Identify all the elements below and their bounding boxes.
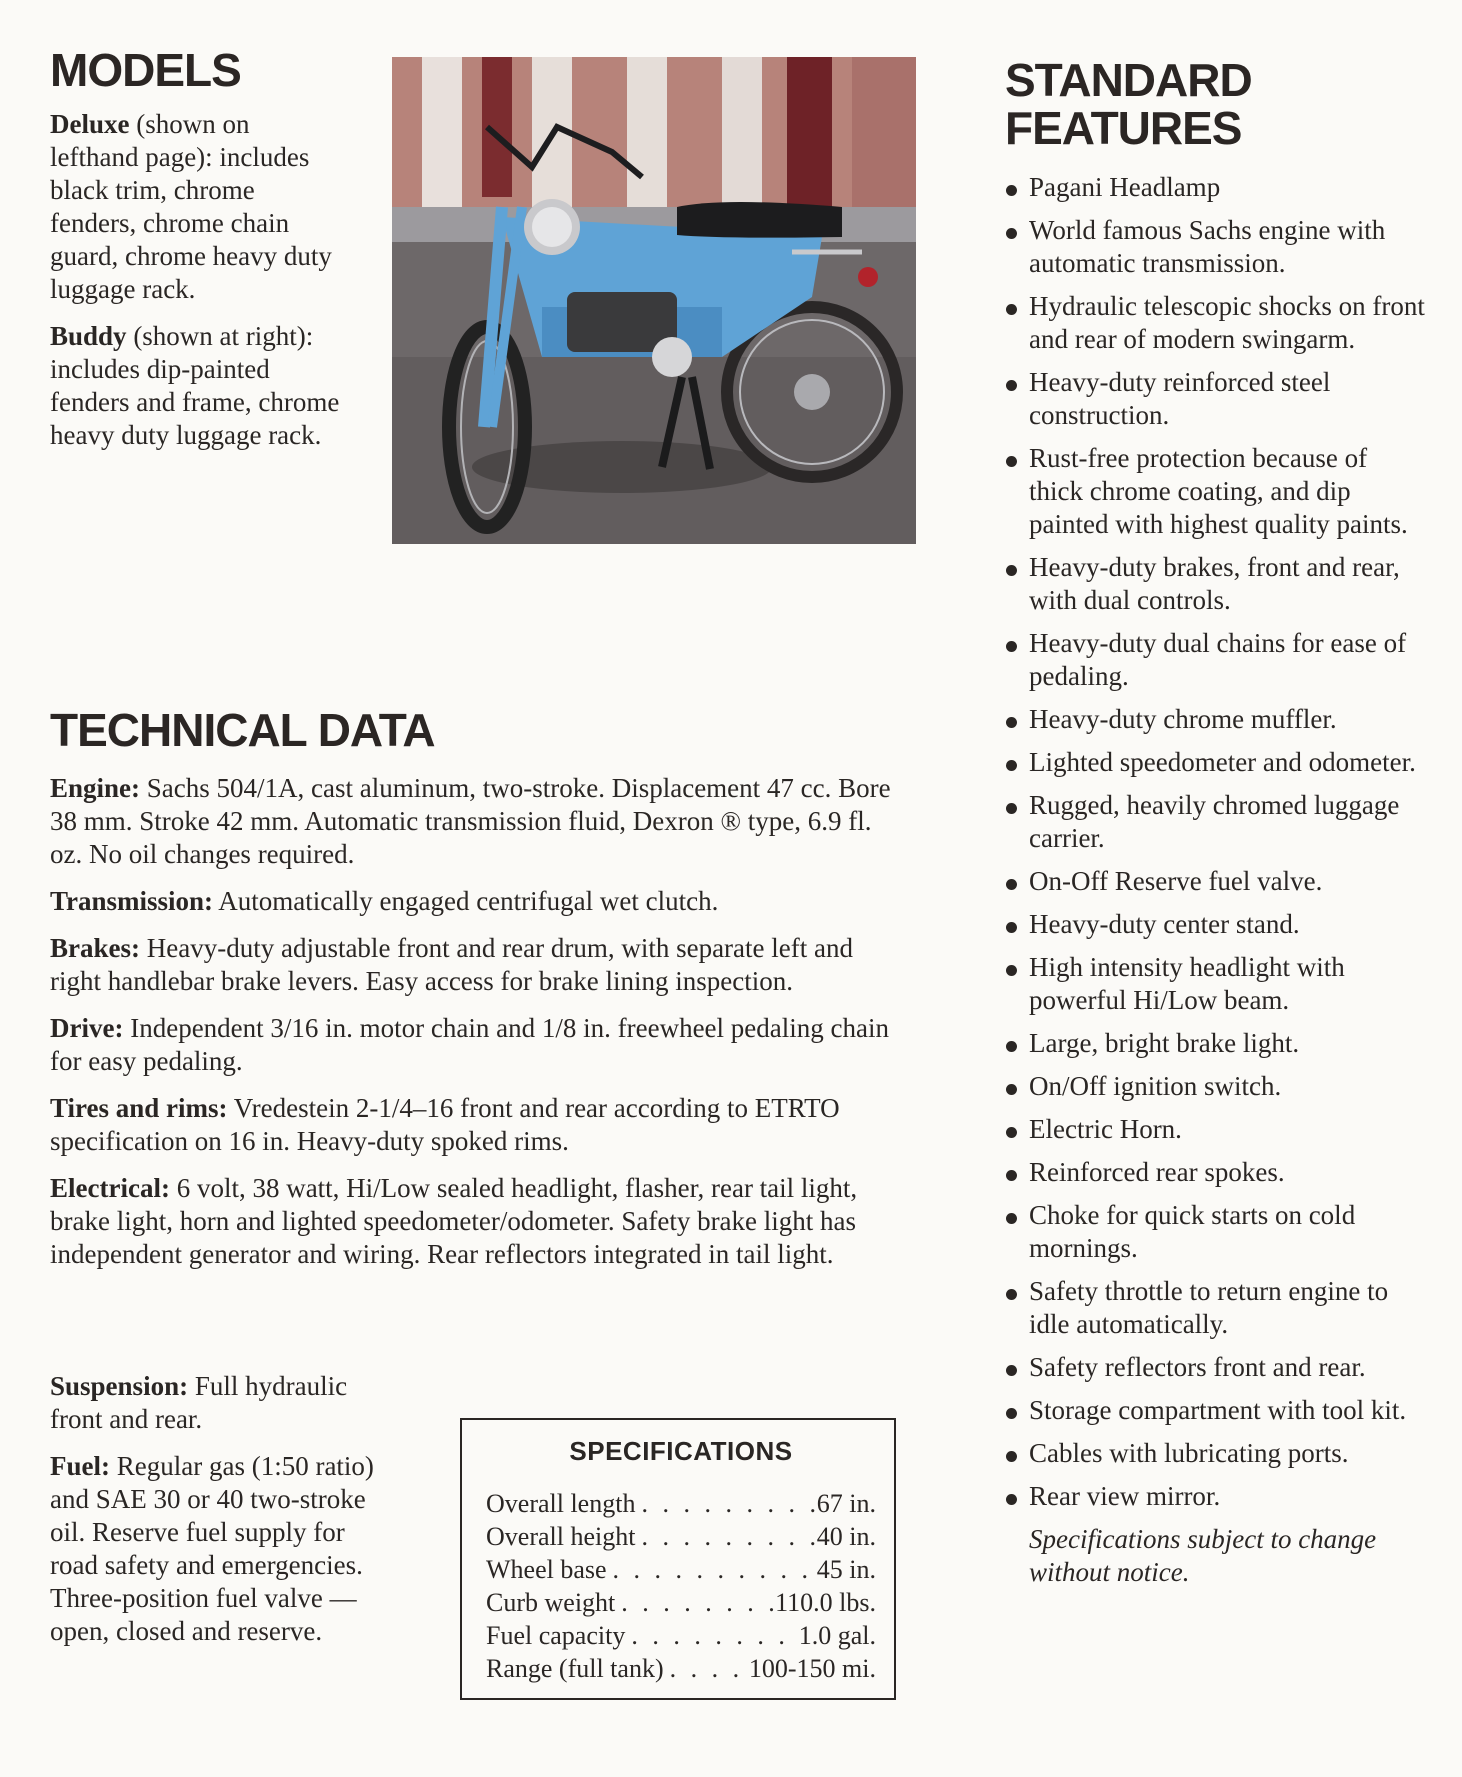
spec-row — [486, 1586, 876, 1619]
feature-item: Choke for quick starts on cold mornings. — [1005, 1199, 1425, 1265]
feature-item: Storage compartment with tool kit. — [1005, 1394, 1425, 1427]
tech-text: Vredestein 2-1/4–16 front and rear according to ETRTO specification on 16 in. Heavy-duty spoked rims. — [50, 1093, 840, 1157]
feature-item: Pagani Headlamp — [1005, 171, 1425, 204]
feature-item: On-Off Reserve fuel valve. — [1005, 865, 1425, 898]
spec-value: 40 in. — [816, 1522, 876, 1551]
spec-label: Fuel capacity — [486, 1621, 626, 1650]
feature-item: Rust-free protection because of thick chrome coating, and dip painted with highest quality paints. — [1005, 442, 1425, 541]
spec-leader — [635, 1520, 816, 1553]
tech-engine — [50, 772, 910, 871]
tech-term: Tires and rims: — [50, 1093, 228, 1124]
spec-row — [486, 1520, 876, 1553]
spec-label: Overall length — [486, 1489, 636, 1518]
specifications-heading: SPECIFICATIONS — [569, 1436, 793, 1466]
model-deluxe-name: Deluxe — [50, 109, 130, 140]
feature-item: Hydraulic telescopic shocks on front and rear of modern swingarm. — [1005, 290, 1425, 356]
model-deluxe-text: (shown on lefthand page): includes black trim, chrome fenders, chrome chain guard, chrome heavy duty luggage rack. — [50, 109, 332, 305]
standard-features-heading-line1: STANDARD — [1005, 54, 1252, 106]
spec-row — [486, 1487, 876, 1520]
tech-text: Full hydraulic front and rear. — [50, 1371, 348, 1434]
spec-value: 1.0 gal. — [798, 1621, 876, 1650]
tech-term: Fuel: — [50, 1451, 110, 1481]
tech-text: Regular gas (1:50 ratio) and SAE 30 or 40 two-stroke oil. Reserve fuel supply for road safety and emergencies. Three-position fuel valve — open, closed and reserve. — [50, 1451, 374, 1646]
technical-data-heading: TECHNICAL DATA — [50, 704, 435, 756]
tech-drive — [50, 1012, 910, 1078]
feature-item: On/Off ignition switch. — [1005, 1070, 1425, 1103]
spec-leader — [664, 1652, 749, 1685]
moped-photo — [392, 57, 916, 544]
models-heading: MODELS — [50, 44, 241, 96]
specifications-footnote: Specifications subject to change without notice. — [1029, 1523, 1377, 1587]
feature-item: Heavy-duty center stand. — [1005, 908, 1425, 941]
spec-row — [486, 1652, 876, 1685]
feature-item: Heavy-duty brakes, front and rear, with dual controls. — [1005, 551, 1425, 617]
feature-item: Lighted speedometer and odometer. — [1005, 746, 1425, 779]
tech-brakes — [50, 932, 910, 998]
spec-row — [486, 1553, 876, 1586]
spec-value: 110.0 lbs. — [775, 1588, 876, 1617]
model-buddy — [50, 320, 340, 452]
tech-text: Sachs 504/1A, cast aluminum, two-stroke. Displacement 47 cc. Bore 38 mm. Stroke 42 mm. Automatic transmission fluid, Dexron ® type, 6.9 fl. oz. No oil changes required. — [50, 773, 891, 870]
feature-item: Heavy-duty reinforced steel construction. — [1005, 366, 1425, 432]
standard-features-section — [1005, 56, 1425, 1589]
tech-term: Engine: — [50, 773, 141, 804]
tech-term: Drive: — [50, 1013, 124, 1044]
features-list — [1005, 171, 1425, 1513]
tech-text: 6 volt, 38 watt, Hi/Low sealed headlight, flasher, rear tail light, brake light, horn and lighted speedometer/odometer. Safety brake light has independent generator and wiring. Rear reflectors integrated in tail light. — [50, 1173, 858, 1270]
spec-value: 100-150 mi. — [748, 1654, 876, 1683]
spec-label: Overall height — [486, 1522, 636, 1551]
tech-fuel — [50, 1450, 380, 1648]
tech-transmission — [50, 885, 910, 918]
feature-item: Electric Horn. — [1005, 1113, 1425, 1146]
tech-term: Electrical: — [50, 1173, 170, 1204]
standard-features-heading — [1005, 56, 1425, 153]
models-section — [50, 46, 340, 466]
spec-leader — [607, 1553, 817, 1586]
spec-label: Wheel base — [486, 1555, 607, 1584]
feature-item: Safety reflectors front and rear. — [1005, 1351, 1425, 1384]
spec-leader — [625, 1619, 798, 1652]
feature-item: High intensity headlight with powerful Hi/Low beam. — [1005, 951, 1425, 1017]
feature-item: Cables with lubricating ports. — [1005, 1437, 1425, 1470]
tech-term: Brakes: — [50, 933, 140, 964]
tech-electrical — [50, 1172, 910, 1271]
tech-text: Independent 3/16 in. motor chain and 1/8 in. freewheel pedaling chain for easy pedaling. — [50, 1013, 889, 1077]
technical-data-section — [50, 706, 910, 1285]
spec-label: Curb weight — [486, 1588, 616, 1617]
model-buddy-name: Buddy — [50, 321, 127, 352]
model-deluxe — [50, 108, 340, 306]
tech-tires — [50, 1092, 910, 1158]
feature-item: Large, bright brake light. — [1005, 1027, 1425, 1060]
moped-photo-illustration — [392, 57, 916, 544]
tech-text: Heavy-duty adjustable front and rear drum, with separate left and right handlebar brake levers. Easy access for brake lining inspection. — [50, 933, 853, 997]
spec-row — [486, 1619, 876, 1652]
specifications-box — [460, 1418, 896, 1700]
spec-value: 45 in. — [816, 1555, 876, 1584]
feature-item: Heavy-duty dual chains for ease of pedaling. — [1005, 627, 1425, 693]
spec-value: 67 in. — [816, 1489, 876, 1518]
tech-text: Automatically engaged centrifugal wet clutch. — [213, 886, 719, 917]
feature-item: Safety throttle to return engine to idle automatically. — [1005, 1275, 1425, 1341]
feature-item: Heavy-duty chrome muffler. — [1005, 703, 1425, 736]
technical-data-narrow — [50, 1370, 380, 1662]
model-buddy-text: (shown at right): includes dip-painted fenders and frame, chrome heavy duty luggage rack. — [50, 321, 340, 451]
tech-term: Transmission: — [50, 886, 214, 917]
feature-item: World famous Sachs engine with automatic transmission. — [1005, 214, 1425, 280]
tech-term: Suspension: — [50, 1371, 189, 1401]
feature-item: Rear view mirror. — [1005, 1480, 1425, 1513]
spec-leader — [635, 1487, 816, 1520]
spec-label: Range (full tank) — [486, 1654, 664, 1683]
spec-leader — [615, 1586, 775, 1619]
feature-item: Rugged, heavily chromed luggage carrier. — [1005, 789, 1425, 855]
feature-item: Reinforced rear spokes. — [1005, 1156, 1425, 1189]
tech-suspension — [50, 1370, 380, 1436]
standard-features-heading-line2: FEATURES — [1005, 102, 1242, 155]
